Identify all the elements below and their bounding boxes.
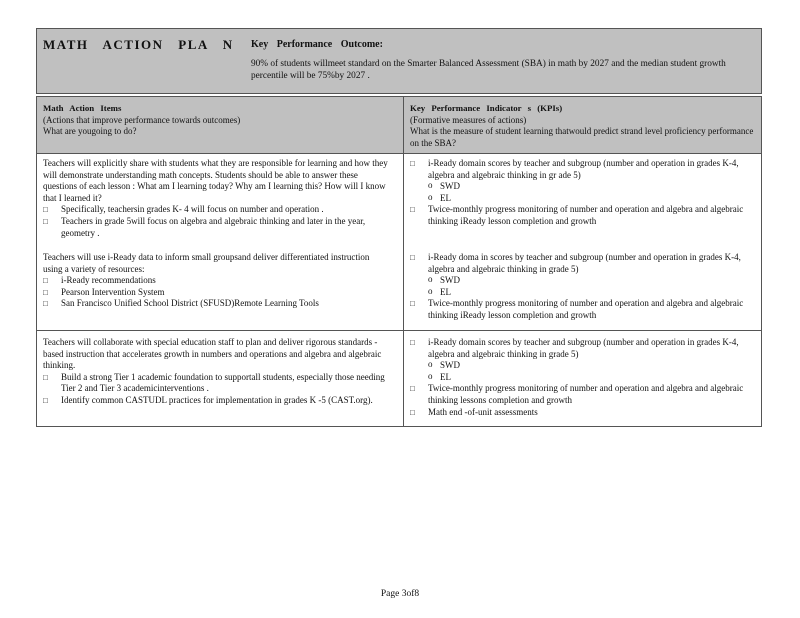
list-item: □ i-Ready recommendations [43, 275, 388, 287]
page-title: MATH ACTION PLA N [43, 37, 234, 52]
kpi-item-3 [410, 337, 755, 418]
list-item: □ Math end -of-unit assessments [410, 407, 755, 419]
kpi-question: What is the measure of student learning thatwould predict strand level proficiency performance on the SBA? [410, 126, 754, 148]
action-item-1 [43, 158, 388, 239]
action-items-question: What are yougoing to do? [43, 126, 137, 136]
list-subitem: o EL [410, 287, 755, 299]
list-item: □ Pearson Intervention System [43, 287, 388, 299]
list-subitem: o SWD [410, 360, 755, 372]
list-subitem: o EL [410, 372, 755, 384]
list-subitem: o SWD [410, 275, 755, 287]
list-item: □ Specifically, teachersin grades K- 4 will focus on number and operation . [43, 204, 388, 216]
key-performance-outcome-label: Key Performance Outcome: [251, 39, 383, 50]
list-item: □ i-Ready doma in scores by teacher and subgroup (number and operation in grades K-4, algebra and algebraic thinking in grade 5) [410, 252, 755, 275]
column-headers [36, 96, 762, 154]
kpi-item-2 [410, 252, 755, 322]
list-item: □ Build a strong Tier 1 academic foundation to supportall students, especially those needing Tier 2 and Tier 3 academicinterventions . [43, 372, 388, 395]
plan-header [36, 28, 762, 94]
column-divider [403, 154, 404, 330]
kpi-item-1 [410, 158, 755, 228]
action-item-3 [43, 337, 388, 407]
list-item: □ San Francisco Unified School District (SFUSD)Remote Learning Tools [43, 298, 388, 310]
list-item: □ Twice-monthly progress monitoring of number and operation and algebra and algebraic thinking iReady lesson completion and growth [410, 204, 755, 227]
action-paragraph: Teachers will use i-Ready data to inform small groupsand deliver differentiated instruction using a variety of resources: [43, 252, 370, 274]
table-row [36, 331, 762, 427]
action-paragraph: Teachers will collaborate with special education staff to plan and deliver rigorous standards -based instruction that accelerates growth in numbers and operations and algebra and algebraic thinking. [43, 337, 382, 371]
list-item: □ i-Ready domain scores by teacher and subgroup (number and operation in grades K-4, algebra and algebraic thinking in gr ade 5) [410, 158, 755, 181]
list-item: □ Teachers in grade 5will focus on algebra and algebraic thinking and later in the year, geometry . [43, 216, 388, 239]
action-items-header [43, 103, 393, 138]
action-plan-table [36, 28, 762, 427]
outcome-text: 90% of students willmeet standard on the Smarter Balanced Assessment (SBA) in math by 2027 and the median student growth percentile will be 75%by 2027 . [251, 59, 726, 81]
action-items-subtitle: (Actions that improve performance towards outcomes) [43, 114, 241, 125]
list-item: □ Twice-monthly progress monitoring of number and operation and algebra and algebraic thinking lessons completion and growth [410, 383, 755, 406]
column-divider [403, 331, 404, 426]
list-item: □ Identify common CASTUDL practices for implementation in grades K -5 (CAST.org). [43, 395, 388, 407]
kpi-title: Key Performance Indicator s (KPIs) [410, 103, 563, 113]
page-number: Page 3of8 [380, 589, 420, 599]
list-subitem: o EL [410, 193, 755, 205]
kpi-subtitle: (Formative measures of actions) [410, 114, 527, 125]
list-subitem: o SWD [410, 181, 755, 193]
kpi-header [410, 103, 755, 149]
column-divider [403, 97, 404, 153]
action-item-2 [43, 252, 388, 310]
action-items-title: Math Action Items [43, 103, 122, 113]
list-item: □ Twice-monthly progress monitoring of number and operation and algebra and algebraic thinking iReady lesson completion and growth [410, 298, 755, 321]
table-row-group [36, 154, 762, 331]
action-paragraph: Teachers will explicitly share with students what they are responsible for learning and how they will demonstrate understanding math concepts. Students should be able to answer these questions of each lesson : What am I learning today? Why am I learning this? How will I know that I learned it? [43, 158, 388, 203]
list-item: □ i-Ready domain scores by teacher and subgroup (number and operation in grades K-4, algebra and algebraic thinking in grade 5) [410, 337, 755, 360]
